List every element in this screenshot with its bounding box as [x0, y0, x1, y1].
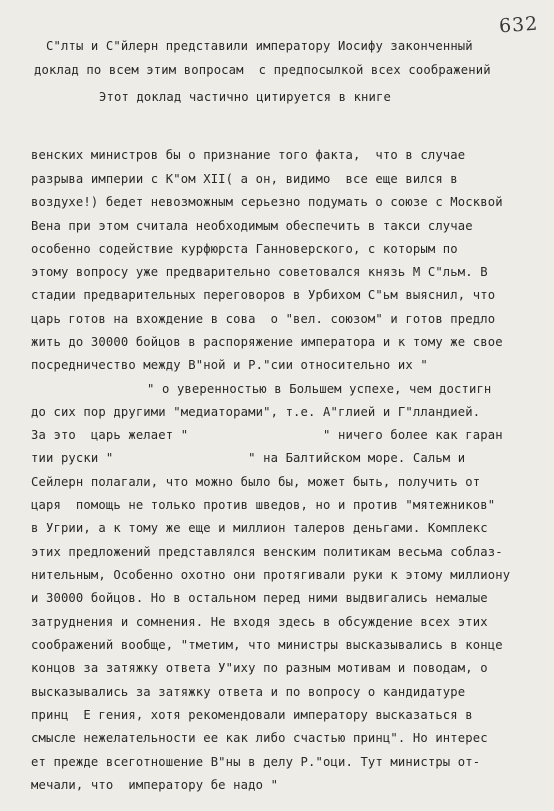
- body-line-7: стадии предварительных переговоров в Урбихом С"ьм выяснил, что: [31, 288, 496, 302]
- body-line-17: в Угрии, а к тому же еще и миллион талеров деньгами. Комплекс: [31, 521, 488, 535]
- body-line-3: воздухе!) бедет невозможным серьезно подумать о союзе с Москвой: [31, 195, 503, 209]
- body-line-15: Сейлерн полагали, что можно было бы, может быть, получить от: [31, 475, 481, 489]
- body-line-8: царь готов на вхождение в сова о "вел. союзом" и готов предло: [31, 312, 496, 326]
- body-line-27: ет прежде всеготношение В"ны в делу Р."оци. Тут министры от-: [31, 755, 481, 769]
- body-line-19: нительным, Особенно охотно они протягивали руки к этому миллиону: [31, 568, 511, 582]
- body-line-2: разрыва империи с К"ом XII( а он, видимо все еще вился в: [31, 172, 458, 186]
- body-line-5: особенно содействие курфюрста Ганноверского, с которым по: [31, 242, 458, 256]
- body-line-24: высказывались за затяжку ответа и по вопросу о кандидатуре: [31, 685, 466, 699]
- page-number: 632: [498, 12, 539, 38]
- body-line-9: жить до 30000 бойцов в распоряжение императора и к тому же свое: [31, 335, 503, 349]
- body-line-23: концов за затяжку ответа У"иху по разным мотивам и поводам, о: [31, 661, 488, 675]
- body-line-13: За это царь желает " " ничего более как гаран: [31, 428, 503, 442]
- body-line-25: принц Е гения, хотя рекомендовали императору высказаться в: [31, 708, 473, 722]
- body-line-6: этому вопросу уже предварительно советовался князь М С"льм. В: [31, 265, 488, 279]
- body-line-20: и 30000 бойцов. Но в остальном перед ними выдвигались немалые: [31, 591, 488, 605]
- body-line-26: смысле нежелательности ее как либо счастью принц". Но интерес: [31, 731, 488, 745]
- body-line-22: соображений вообще, "тметим, что министры высказывались в конце: [31, 638, 503, 652]
- body-line-1: венских министров бы о признание того факта, что в случае: [31, 148, 466, 162]
- body-line-12: до сих пор другими "медиаторами", т.е. А"глией и Г"лландией.: [31, 405, 481, 419]
- header-line-2: доклад по всем этим вопросам с предпосылкой всех соображений: [34, 63, 491, 77]
- body-line-16: царя помощь не только против шведов, но и против "мятежников": [31, 498, 496, 512]
- body-line-21: затруднения и сомнения. Не входя здесь в обсуждение всех этих: [31, 615, 488, 629]
- header-line-1: С"лты и С"йлерн представили императору Иосифу законченный: [46, 39, 473, 53]
- header-line-3: Этот доклад частично цитируется в книге: [99, 90, 392, 104]
- body-line-18: этих предложений представлялся венским политикам весьма соблаз-: [31, 545, 503, 559]
- body-line-4: Вена при этом считала необходимым обеспечить в такси случае: [31, 219, 473, 233]
- body-line-11: " о уверенностью в Большем успехе, чем достигн: [147, 382, 492, 396]
- body-line-14: тии руски " " на Балтийском море. Сальм и: [31, 451, 466, 465]
- body-line-10: посредничество между В"ной и Р."сии относительно их ": [31, 358, 428, 372]
- body-line-28: мечали, что императору бе надо ": [31, 778, 279, 792]
